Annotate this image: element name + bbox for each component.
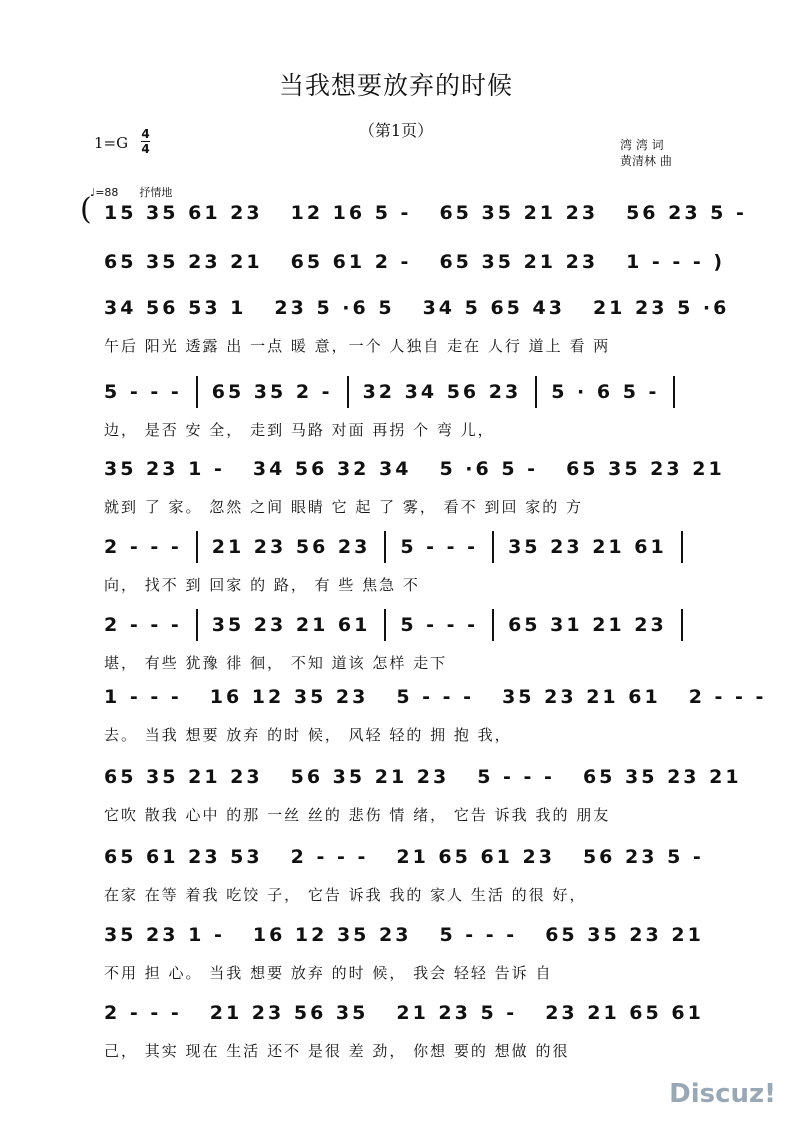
measure: 35 23 21 61 xyxy=(508,536,667,558)
lyrics-line: 它吹 散我 心中 的那 一丝 丝的 悲伤 情 绪， 它告 诉我 我的 朋友 xyxy=(104,806,611,824)
measure: 1 - - - ) xyxy=(626,251,726,273)
barline xyxy=(535,376,537,408)
measure: 34 5 65 43 xyxy=(422,297,565,319)
barline xyxy=(196,609,198,641)
measure: 34 56 32 34 xyxy=(252,458,412,480)
measure: 35 23 21 61 xyxy=(211,614,371,636)
barline xyxy=(384,531,386,563)
page-number-label: （第1页） xyxy=(358,121,434,140)
measure: 2 - - - xyxy=(104,614,182,636)
measure: 21 23 56 23 xyxy=(211,536,371,558)
measure: 5 · 6 5 - xyxy=(551,381,660,403)
lyrics-line: 己， 其实 现在 生活 还不 是很 差 劲， 你想 要的 想做 的很 xyxy=(104,1042,570,1060)
measure: 65 35 21 23 xyxy=(439,202,599,224)
measure: 34 56 53 1 xyxy=(104,297,247,319)
notation-line xyxy=(104,375,704,409)
measure: 2 - - - xyxy=(688,686,767,708)
measure: 65 35 2 - xyxy=(211,381,333,403)
measure: 21 65 61 23 xyxy=(396,846,555,868)
barline xyxy=(673,376,675,408)
credits xyxy=(620,137,672,169)
lyrics-line: 堪， 有些 犹豫 徘 徊， 不知 道该 怎样 走下 xyxy=(104,654,448,672)
notation-line xyxy=(104,196,747,230)
measure: 65 61 23 53 xyxy=(104,846,263,868)
barline xyxy=(347,376,349,408)
barline xyxy=(384,609,386,641)
barline xyxy=(681,609,683,641)
measure: 65 35 21 23 xyxy=(439,251,599,273)
open-paren: ( xyxy=(80,192,92,227)
measure: 5 - - - xyxy=(104,381,182,403)
measure: 35 23 1 - xyxy=(104,458,225,480)
barline xyxy=(492,531,494,563)
measure: 35 23 21 61 xyxy=(502,686,661,708)
measure: 5 ·6 5 - xyxy=(439,458,539,480)
measure: 23 21 65 61 xyxy=(545,1002,704,1024)
notation-line xyxy=(104,530,704,564)
notation-line xyxy=(104,840,704,874)
measure: 5 - - - xyxy=(439,924,518,946)
notation-line xyxy=(104,452,725,486)
measure: 15 35 61 23 xyxy=(104,202,263,224)
measure: 5 - - - xyxy=(400,536,479,558)
measure: 5 - - - xyxy=(400,614,479,636)
measure: 23 5 ·6 5 xyxy=(274,297,395,319)
measure: 56 23 5 - xyxy=(582,846,704,868)
measure: 65 31 21 23 xyxy=(508,614,667,636)
watermark-logo: Discuz! xyxy=(669,1079,776,1109)
lyrics-line: 不用 担 心。 当我 想要 放弃 的时 候， 我会 轻轻 告诉 自 xyxy=(104,964,553,982)
measure: 21 23 5 ·6 xyxy=(592,297,730,319)
composer-credit: 黄清林 曲 xyxy=(620,154,672,168)
lyrics-line: 午后 阳光 透露 出 一点 暖 意，一个 人独自 走在 人行 道上 看 两 xyxy=(104,337,611,355)
measure: 2 - - - xyxy=(290,846,369,868)
barline xyxy=(681,531,683,563)
notation-line xyxy=(104,680,767,714)
key-signature: 1=G xyxy=(94,134,129,152)
notation-line xyxy=(104,760,742,794)
barline xyxy=(196,376,198,408)
measure: 65 61 2 - xyxy=(290,251,412,273)
expression-marking: 抒情地 xyxy=(139,186,173,199)
notation-line xyxy=(104,245,726,279)
barline xyxy=(492,609,494,641)
lyrics-line: 就到 了 家。 忽然 之间 眼睛 它 起 了 雾， 看不 到回 家的 方 xyxy=(104,498,583,516)
lyrics-line: 去。 当我 想要 放弃 的时 候， 风轻 轻的 拥 抱 我， xyxy=(104,726,512,744)
measure: 2 - - - xyxy=(104,1002,182,1024)
page-title: 当我想要放弃的时候 xyxy=(278,71,513,100)
measure: 2 - - - xyxy=(104,536,182,558)
time-signature: 4 4 xyxy=(141,127,150,156)
measure: 12 16 5 - xyxy=(290,202,412,224)
lyrics-line: 边， 是否 安 全， 走到 马路 对面 再拐 个 弯 儿， xyxy=(104,421,495,439)
measure: 65 35 23 21 xyxy=(104,251,263,273)
lyricist-credit: 湾 湾 词 xyxy=(620,138,664,152)
notation-line xyxy=(104,291,730,325)
notation-line xyxy=(104,608,704,642)
tempo-marking: ♩=88 抒情地 xyxy=(90,186,173,199)
measure: 35 23 1 - xyxy=(104,924,225,946)
measure: 32 34 56 23 xyxy=(362,381,522,403)
measure: 65 35 21 23 xyxy=(104,766,263,788)
measure: 65 35 23 21 xyxy=(566,458,725,480)
notation-line xyxy=(104,918,704,952)
measure: 56 35 21 23 xyxy=(290,766,450,788)
lyrics-line: 向， 找不 到 回家 的 路， 有 些 焦急 不 xyxy=(104,576,420,594)
measure: 16 12 35 23 xyxy=(252,924,412,946)
measure: 5 - - - xyxy=(477,766,555,788)
measure: 1 - - - xyxy=(104,686,182,708)
measure: 16 12 35 23 xyxy=(209,686,369,708)
measure: 65 35 23 21 xyxy=(582,766,742,788)
barline xyxy=(196,531,198,563)
measure: 21 23 56 35 xyxy=(209,1002,369,1024)
measure: 21 23 5 - xyxy=(396,1002,518,1024)
measure: 65 35 23 21 xyxy=(545,924,704,946)
measure: 5 - - - xyxy=(396,686,475,708)
lyrics-line: 在家 在等 着我 吃饺 子， 它告 诉我 我的 家人 生活 的很 好， xyxy=(104,886,587,904)
measure: 56 23 5 - xyxy=(626,202,747,224)
notation-line xyxy=(104,996,704,1030)
